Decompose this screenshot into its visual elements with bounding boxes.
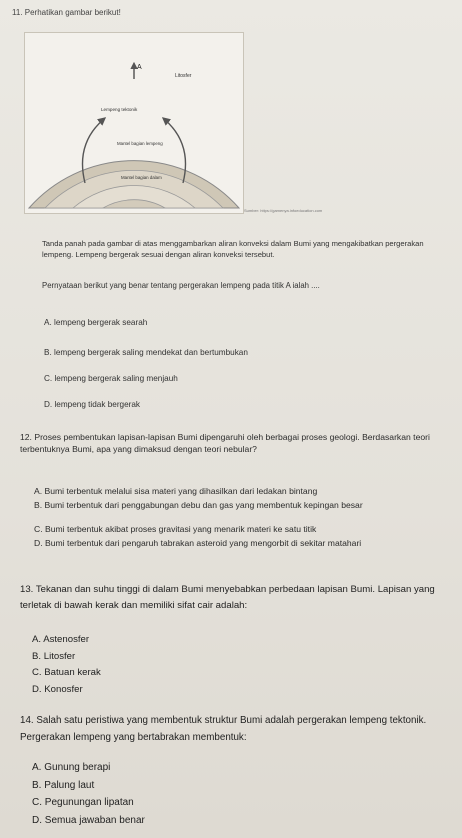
q11-option-d[interactable]: D. lempeng tidak bergerak — [44, 400, 141, 409]
q14-option-c[interactable]: C. Pegunungan lipatan — [32, 797, 134, 808]
q13-option-a[interactable]: A. Astenosfer — [32, 634, 90, 645]
question-11-intro: Tanda panah pada gambar di atas menggambarkan aliran konveksi dalam Bumi yang mengakibatkan pergerakan lempeng. Lempeng bergerak sesuai dengan aliran konveksi tersebut. — [42, 239, 424, 259]
plate-label: Lempeng tektonik — [101, 107, 138, 112]
q14-option-d[interactable]: D. Semua jawaban benar — [32, 815, 145, 826]
point-a-label: A — [137, 64, 142, 71]
q14-option-b[interactable]: B. Palung laut — [32, 780, 95, 791]
q11-option-a[interactable]: A. lempeng bergerak searah — [44, 318, 148, 327]
q12-option-a[interactable]: A. Bumi terbentuk melalui sisa materi yang dihasilkan dari ledakan bintang — [34, 486, 318, 496]
question-11-question: Pernyataan berikut yang benar tentang pergerakan lempeng pada titik A ialah .... — [42, 281, 320, 290]
q12-option-b[interactable]: B. Bumi terbentuk dari penggabungan debu dan gas yang membentuk kepingan besar — [34, 500, 363, 510]
q13-option-d[interactable]: D. Konosfer — [32, 684, 83, 695]
question-14-text: 14. Salah satu peristiwa yang membentuk struktur Bumi adalah pergerakan lempeng tektonik. Pergerakan lempeng yang bertabrakan membentuk: — [20, 715, 427, 743]
question-11-header: 11. Perhatikan gambar berikut! — [12, 8, 121, 17]
q13-option-b[interactable]: B. Litosfer — [32, 651, 76, 662]
q12-option-d[interactable]: D. Bumi terbentuk dari pengaruh tabrakan asteroid yang mengorbit di sekitar matahari — [34, 538, 362, 548]
q13-option-c[interactable]: C. Batuan kerak — [32, 667, 101, 678]
q11-option-b[interactable]: B. lempeng bergerak saling mendekat dan bertumbukan — [44, 348, 248, 357]
figure-credit: Sumber: https://gamenya.infoeducation.com — [244, 208, 323, 213]
question-12-text: 12. Proses pembentukan lapisan-lapisan Bumi dipengaruhi oleh berbagai proses geologi. Berdasarkan teori terbentuknya Bumi, apa yang dimaksud dengan teori nebular? — [20, 432, 430, 454]
q11-option-c[interactable]: C. lempeng bergerak saling menjauh — [44, 374, 178, 383]
question-13-text: 13. Tekanan dan suhu tinggi di dalam Bumi menyebabkan perbedaan lapisan Bumi. Lapisan yang terletak di bawah kerak dan memiliki sifat cair adalah: — [20, 584, 435, 611]
inner-mantle-label: Mantel bagian dalam — [121, 175, 162, 180]
lithosphere-label: Litosfer — [175, 73, 192, 79]
earth-convection-figure — [24, 32, 244, 214]
q12-option-c[interactable]: C. Bumi terbentuk akibat proses gravitasi yang menarik materi ke satu titik — [34, 524, 317, 534]
earth-cross-section-diagram — [25, 33, 243, 213]
q14-option-a[interactable]: A. Gunung berapi — [32, 762, 111, 773]
upper-mantle-label: Mantel bagian lempeng — [117, 141, 163, 146]
